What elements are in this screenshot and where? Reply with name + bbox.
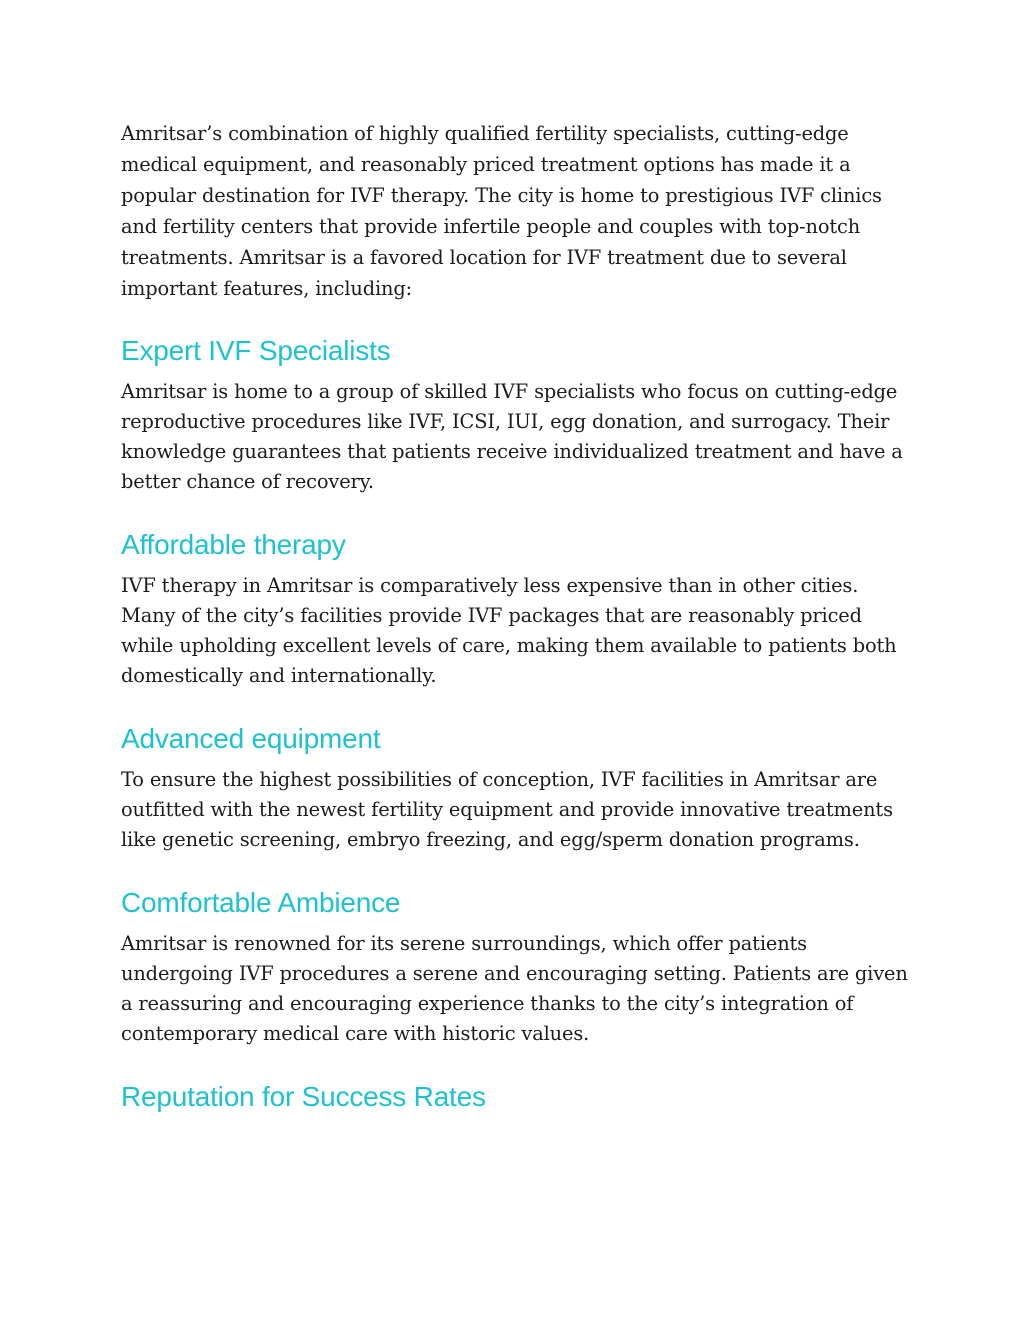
section-body: Amritsar is renowned for its serene surroundings, which offer patients undergoing IVF procedures a serene and encouraging setting. Patients are given a reassuring and encouraging experience thanks to the city’s integration of contemporary medical care with historic values. xyxy=(121,932,908,1045)
section-comfortable-ambience xyxy=(121,883,911,1049)
section-heading: Reputation for Success Rates xyxy=(121,1081,486,1112)
section-heading: Advanced equipment xyxy=(121,723,381,754)
section-heading: Affordable therapy xyxy=(121,529,346,560)
intro-paragraph: Amritsar’s combination of highly qualified fertility specialists, cutting-edge medical equipment, and reasonably priced treatment options has made it a popular destination for IVF therapy. The city is home to prestigious IVF clinics and fertility centers that provide infertile people and couples with top-notch treatments. Amritsar is a favored location for IVF treatment due to several important features, including: xyxy=(121,122,882,300)
section-expert-ivf-specialists xyxy=(121,331,911,497)
section-heading: Comfortable Ambience xyxy=(121,887,401,918)
section-body: Amritsar is home to a group of skilled IVF specialists who focus on cutting-edge reproductive procedures like IVF, ICSI, IUI, egg donation, and surrogacy. Their knowledge guarantees that patients receive individualized treatment and have a better chance of recovery. xyxy=(121,380,903,493)
section-body: To ensure the highest possibilities of conception, IVF facilities in Amritsar are outfitted with the newest fertility equipment and provide innovative treatments like genetic screening, embryo freezing, and egg/sperm donation programs. xyxy=(121,768,893,851)
section-heading: Expert IVF Specialists xyxy=(121,335,391,366)
section-affordable-therapy xyxy=(121,525,911,691)
section-advanced-equipment xyxy=(121,719,911,855)
section-body: IVF therapy in Amritsar is comparatively less expensive than in other cities. Many of the city’s facilities provide IVF packages that are reasonably priced while upholding excellent levels of care, making them available to patients both domestically and internationally. xyxy=(121,574,897,687)
section-reputation-for-success-rates xyxy=(121,1077,911,1117)
document-page xyxy=(121,118,911,1117)
